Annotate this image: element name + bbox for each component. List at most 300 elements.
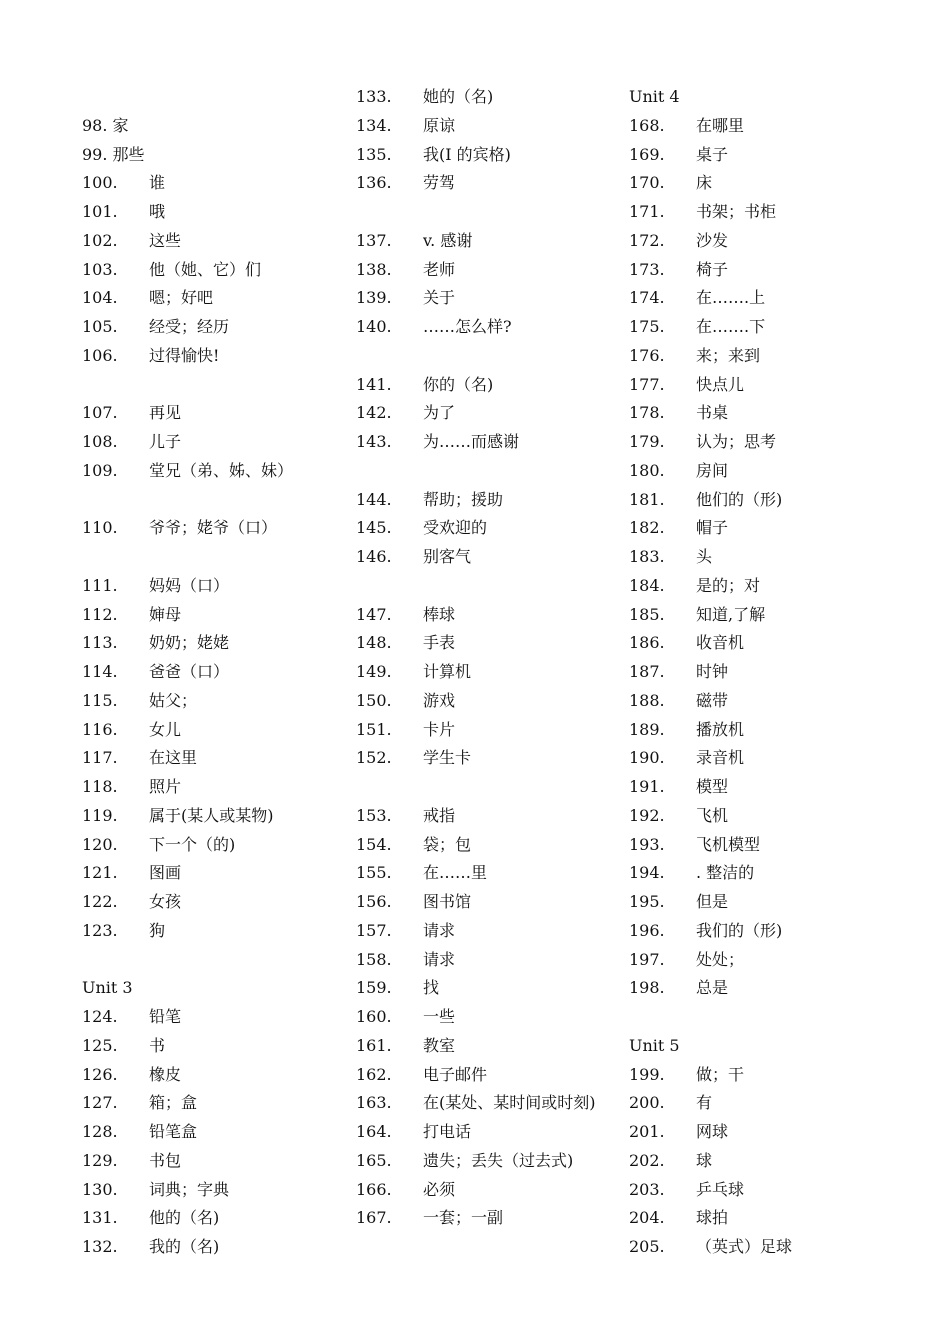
entry-meaning: 在哪里	[696, 115, 745, 135]
vocab-entry	[356, 428, 616, 457]
entry-number: 173.	[629, 259, 665, 279]
entry-number: 184.	[629, 575, 665, 595]
entry-number: 127.	[82, 1093, 118, 1113]
blank-line	[356, 773, 616, 802]
entry-meaning: 我们的（形)	[696, 920, 783, 940]
entry-meaning: 词典；字典	[149, 1179, 230, 1199]
entry-number: 136.	[356, 173, 392, 193]
vocab-entry	[629, 773, 929, 802]
entry-full-text: 99. 那些	[82, 144, 145, 164]
entry-meaning: 关于	[423, 288, 456, 308]
vocab-entry	[629, 1089, 929, 1118]
entry-number: 200.	[629, 1093, 665, 1113]
vocab-entry	[629, 1176, 929, 1205]
entry-number: 121.	[82, 863, 118, 883]
vocab-entry	[629, 658, 929, 687]
column-3	[629, 83, 929, 1262]
entry-meaning: 处处；	[696, 949, 745, 969]
entry-meaning: 书	[149, 1035, 166, 1055]
vocab-entry	[356, 802, 616, 831]
vocab-entry	[629, 946, 929, 975]
entry-number: 163.	[356, 1093, 392, 1113]
entry-number: 182.	[629, 518, 665, 538]
entry-meaning: 游戏	[423, 690, 456, 710]
entry-number: 178.	[629, 403, 665, 423]
entry-number: 168.	[629, 115, 665, 135]
entry-number: 199.	[629, 1064, 665, 1084]
entry-meaning: 计算机	[423, 662, 472, 681]
entry-full-text: Unit 5	[629, 1035, 680, 1055]
entry-meaning: 椅子	[696, 259, 729, 279]
entry-meaning: v. 感谢	[423, 230, 473, 250]
column-2	[356, 83, 616, 1233]
vocab-entry	[356, 514, 616, 543]
entry-meaning: 他（她、它）们	[149, 259, 262, 279]
entry-number: 170.	[629, 173, 665, 193]
vocab-entry	[356, 687, 616, 716]
entry-meaning: 录音机	[696, 748, 745, 768]
entry-meaning: 爸爸（口）	[149, 662, 230, 681]
entry-meaning: 女孩	[149, 892, 182, 911]
entry-meaning: 请求	[423, 920, 456, 940]
entry-meaning: 别客气	[423, 547, 472, 566]
entry-meaning: 箱；盒	[149, 1093, 198, 1113]
entry-meaning: 必须	[423, 1179, 456, 1199]
entry-meaning: 儿子	[149, 432, 182, 451]
entry-number: 116.	[82, 719, 118, 739]
vocab-entry	[356, 917, 616, 946]
vocab-entry	[356, 83, 616, 112]
vocab-entry	[356, 486, 616, 515]
blank-line	[82, 946, 342, 975]
entry-number: 123.	[82, 920, 118, 940]
entry-number: 174.	[629, 288, 665, 308]
entry-meaning: 这些	[149, 230, 182, 250]
vocab-entry	[356, 1204, 616, 1233]
vocab-entry	[629, 514, 929, 543]
entry-meaning: 帮助；援助	[423, 489, 504, 509]
entry-number: 151.	[356, 719, 392, 739]
entry-number: 195.	[629, 892, 665, 911]
entry-meaning: 经受；经历	[149, 317, 230, 336]
entry-number: 159.	[356, 978, 392, 998]
vocab-entry	[629, 1204, 929, 1233]
entry-full-text: Unit 3	[82, 978, 133, 998]
entry-number: 139.	[356, 288, 392, 308]
entry-number: 132.	[82, 1237, 118, 1256]
entry-meaning: 认为；思考	[696, 432, 777, 451]
entry-meaning: 桌子	[696, 144, 729, 164]
entry-number: 149.	[356, 662, 392, 681]
vocab-entry	[82, 888, 342, 917]
vocab-entry	[82, 601, 342, 630]
vocab-entry	[82, 514, 342, 543]
vocab-entry	[82, 1204, 342, 1233]
entry-meaning: 为了	[423, 403, 456, 423]
vocab-entry	[629, 284, 929, 313]
vocab-entry	[356, 658, 616, 687]
entry-meaning: 在(某处、某时间或时刻)	[423, 1093, 596, 1113]
unit-heading	[629, 1032, 929, 1061]
entry-number: 133.	[356, 87, 392, 106]
vocab-entry	[629, 1147, 929, 1176]
entry-number: 155.	[356, 863, 392, 883]
entry-meaning: 教室	[423, 1035, 456, 1055]
entry-meaning: 房间	[696, 460, 729, 480]
entry-meaning: 球拍	[696, 1208, 729, 1228]
entry-number: 156.	[356, 892, 392, 911]
entry-number: 190.	[629, 748, 665, 768]
entry-meaning: 原谅	[423, 115, 456, 135]
vocab-entry	[82, 1089, 342, 1118]
entry-number: 115.	[82, 690, 118, 710]
entry-number: 172.	[629, 230, 665, 250]
entry-number: 191.	[629, 777, 665, 796]
entry-number: 154.	[356, 834, 392, 854]
vocab-entry	[82, 572, 342, 601]
vocab-entry	[356, 974, 616, 1003]
entry-meaning: 请求	[423, 949, 456, 969]
entry-meaning: 哦	[149, 202, 166, 221]
vocab-entry	[629, 802, 929, 831]
entry-number: 179.	[629, 432, 665, 451]
entry-number: 130.	[82, 1179, 118, 1199]
entry-full-text: Unit 4	[629, 87, 680, 106]
vocab-entry	[629, 744, 929, 773]
entry-number: 101.	[82, 202, 118, 221]
entry-meaning: 播放机	[696, 719, 745, 739]
entry-number: 103.	[82, 259, 118, 279]
entry-number: 109.	[82, 460, 118, 480]
entry-meaning: 做；干	[696, 1064, 745, 1084]
entry-meaning: 球	[696, 1150, 713, 1170]
vocab-entry	[82, 399, 342, 428]
vocab-entry	[356, 371, 616, 400]
entry-number: 131.	[82, 1208, 118, 1228]
entry-meaning: 橡皮	[149, 1064, 182, 1084]
entry-number: 186.	[629, 633, 665, 653]
entry-meaning: 他们的（形)	[696, 489, 783, 509]
entry-meaning: 女儿	[149, 719, 182, 739]
entry-meaning: 我的（名)	[149, 1237, 220, 1256]
entry-meaning: 头	[696, 547, 713, 566]
vocab-entry	[356, 1032, 616, 1061]
blank-line	[82, 543, 342, 572]
entry-number: 158.	[356, 949, 392, 969]
vocab-entry	[82, 1176, 342, 1205]
entry-number: 167.	[356, 1208, 392, 1228]
vocab-entry	[82, 1061, 342, 1090]
vocab-entry	[356, 141, 616, 170]
entry-meaning: 书桌	[696, 403, 729, 423]
vocab-entry	[82, 313, 342, 342]
entry-meaning: 总是	[696, 978, 729, 998]
vocab-entry	[629, 371, 929, 400]
vocab-entry	[356, 888, 616, 917]
vocab-entry	[629, 888, 929, 917]
entry-meaning: 过得愉快!	[149, 345, 220, 365]
vocab-entry	[629, 1233, 929, 1262]
vocab-entry	[82, 141, 342, 170]
entry-number: 105.	[82, 317, 118, 336]
entry-meaning: 奶奶；姥姥	[149, 633, 230, 653]
entry-meaning: 但是	[696, 892, 729, 911]
entry-number: 142.	[356, 403, 392, 423]
vocab-entry	[82, 687, 342, 716]
entry-number: 126.	[82, 1064, 118, 1084]
entry-meaning: 遗失；丢失（过去式)	[423, 1150, 574, 1170]
entry-number: 164.	[356, 1122, 392, 1141]
entry-meaning: 乒乓球	[696, 1179, 745, 1199]
vocab-entry	[629, 974, 929, 1003]
vocab-entry	[629, 486, 929, 515]
vocab-entry	[82, 716, 342, 745]
blank-line	[82, 83, 342, 112]
entry-meaning: 在…….下	[696, 317, 766, 336]
vocab-entry	[629, 917, 929, 946]
entry-number: 110.	[82, 518, 118, 538]
entry-meaning: 袋；包	[423, 834, 472, 854]
vocab-entry	[629, 428, 929, 457]
entry-meaning: 模型	[696, 777, 729, 796]
entry-meaning: 受欢迎的	[423, 518, 488, 538]
entry-number: 107.	[82, 403, 118, 423]
vocab-entry	[356, 543, 616, 572]
entry-number: 118.	[82, 777, 118, 796]
entry-number: 201.	[629, 1122, 665, 1141]
entry-number: 203.	[629, 1179, 665, 1199]
vocab-entry	[82, 917, 342, 946]
vocab-entry	[356, 1003, 616, 1032]
entry-meaning: 我(I 的宾格)	[423, 144, 511, 164]
entry-number: 143.	[356, 432, 392, 451]
blank-line	[356, 342, 616, 371]
entry-number: 192.	[629, 805, 665, 825]
entry-meaning: 沙发	[696, 230, 729, 250]
entry-number: 176.	[629, 345, 665, 365]
vocab-entry	[82, 831, 342, 860]
vocab-entry	[629, 256, 929, 285]
vocab-entry	[82, 1147, 342, 1176]
vocab-entry	[82, 112, 342, 141]
entry-number: 119.	[82, 805, 118, 825]
vocab-entry	[356, 831, 616, 860]
entry-number: 194.	[629, 863, 665, 883]
entry-meaning: 书包	[149, 1150, 182, 1170]
entry-meaning: 为……而感谢	[423, 432, 520, 451]
vocab-entry	[629, 831, 929, 860]
entry-meaning: 属于(某人或某物)	[149, 805, 274, 825]
blank-line	[356, 572, 616, 601]
entry-number: 175.	[629, 317, 665, 336]
entry-meaning: 老师	[423, 259, 456, 279]
vocab-entry	[629, 227, 929, 256]
vocab-entry	[82, 773, 342, 802]
vocab-entry	[356, 744, 616, 773]
vocab-entry	[82, 1118, 342, 1147]
vocab-entry	[356, 112, 616, 141]
entry-meaning: 来；来到	[696, 345, 761, 365]
entry-number: 128.	[82, 1122, 118, 1141]
entry-meaning: 打电话	[423, 1122, 472, 1141]
entry-number: 165.	[356, 1150, 392, 1170]
entry-meaning: 网球	[696, 1122, 729, 1141]
entry-meaning: 一套；一副	[423, 1208, 504, 1228]
entry-number: 114.	[82, 662, 118, 681]
entry-number: 148.	[356, 633, 392, 653]
vocab-entry	[356, 859, 616, 888]
vocab-entry	[82, 1233, 342, 1262]
vocab-entry	[82, 457, 342, 486]
entry-number: 204.	[629, 1208, 665, 1228]
entry-meaning: 书架；书柜	[696, 202, 777, 221]
entry-number: 122.	[82, 892, 118, 911]
vocab-entry	[356, 399, 616, 428]
entry-meaning: 有	[696, 1093, 713, 1113]
entry-meaning: 她的（名)	[423, 87, 494, 106]
entry-number: 150.	[356, 690, 392, 710]
entry-number: 145.	[356, 518, 392, 538]
vocab-entry	[82, 658, 342, 687]
vocab-entry	[82, 284, 342, 313]
blank-line	[356, 198, 616, 227]
entry-meaning: 戒指	[423, 805, 456, 825]
unit-heading	[82, 974, 342, 1003]
entry-number: 146.	[356, 547, 392, 566]
entry-meaning: 姑父；	[149, 690, 198, 710]
entry-number: 113.	[82, 633, 118, 653]
entry-meaning: 磁带	[696, 690, 729, 710]
vocab-entry	[629, 572, 929, 601]
vocab-entry	[629, 859, 929, 888]
vocab-entry	[82, 342, 342, 371]
entry-number: 108.	[82, 432, 118, 451]
entry-number: 160.	[356, 1007, 392, 1026]
entry-meaning: 婶母	[149, 604, 182, 624]
entry-meaning: 棒球	[423, 604, 456, 624]
vocab-entry	[82, 227, 342, 256]
entry-number: 140.	[356, 317, 392, 336]
vocab-entry	[629, 198, 929, 227]
entry-number: 189.	[629, 719, 665, 739]
entry-meaning: ……怎么样?	[423, 317, 512, 336]
entry-meaning: 妈妈（口）	[149, 575, 230, 595]
entry-number: 188.	[629, 690, 665, 710]
vocab-entry	[356, 629, 616, 658]
entry-number: 187.	[629, 662, 665, 681]
entry-number: 129.	[82, 1150, 118, 1170]
vocab-entry	[629, 687, 929, 716]
entry-meaning: 收音机	[696, 633, 745, 653]
entry-meaning: 在这里	[149, 748, 198, 768]
blank-line	[82, 486, 342, 515]
entry-number: 117.	[82, 748, 118, 768]
vocab-entry	[629, 1118, 929, 1147]
entry-number: 141.	[356, 374, 392, 394]
vocab-entry	[356, 1176, 616, 1205]
entry-number: 181.	[629, 489, 665, 509]
vocab-entry	[629, 112, 929, 141]
entry-meaning: 飞机	[696, 805, 729, 825]
entry-number: 157.	[356, 920, 392, 940]
vocab-entry	[629, 543, 929, 572]
entry-number: 162.	[356, 1064, 392, 1084]
entry-meaning: 一些	[423, 1007, 456, 1026]
entry-number: 196.	[629, 920, 665, 940]
vocab-entry	[356, 601, 616, 630]
entry-number: 134.	[356, 115, 392, 135]
entry-meaning: 找	[423, 978, 440, 998]
vocab-entry	[82, 744, 342, 773]
entry-number: 120.	[82, 834, 118, 854]
entry-meaning: 狗	[149, 920, 166, 940]
entry-number: 197.	[629, 949, 665, 969]
entry-meaning: 堂兄（弟、姊、妹）	[149, 460, 294, 480]
vocab-entry	[82, 1032, 342, 1061]
entry-meaning: 快点儿	[696, 374, 745, 394]
entry-number: 169.	[629, 144, 665, 164]
entry-number: 147.	[356, 604, 392, 624]
entry-number: 152.	[356, 748, 392, 768]
entry-number: 202.	[629, 1150, 665, 1170]
vocab-entry	[629, 169, 929, 198]
vocab-entry	[356, 256, 616, 285]
vocab-entry	[356, 1061, 616, 1090]
entry-number: 102.	[82, 230, 118, 250]
column-1	[82, 83, 342, 1262]
vocab-entry	[629, 629, 929, 658]
entry-number: 125.	[82, 1035, 118, 1055]
vocab-entry	[356, 284, 616, 313]
vocab-entry	[82, 859, 342, 888]
entry-full-text: 98. 家	[82, 115, 129, 135]
entry-number: 144.	[356, 489, 392, 509]
entry-meaning: 电子邮件	[423, 1064, 488, 1084]
vocab-entry	[629, 457, 929, 486]
entry-meaning: 时钟	[696, 662, 729, 681]
entry-number: 183.	[629, 547, 665, 566]
entry-number: 177.	[629, 374, 665, 394]
vocab-entry	[82, 169, 342, 198]
vocab-entry	[82, 802, 342, 831]
vocab-entry	[356, 1089, 616, 1118]
entry-meaning: 学生卡	[423, 748, 472, 768]
entry-number: 104.	[82, 288, 118, 308]
entry-meaning: 图画	[149, 863, 182, 883]
vocab-entry	[356, 946, 616, 975]
vocab-entry	[629, 141, 929, 170]
entry-number: 137.	[356, 230, 392, 250]
vocab-entry	[629, 1061, 929, 1090]
vocab-entry	[356, 1118, 616, 1147]
entry-meaning: 帽子	[696, 518, 729, 538]
entry-meaning: 知道,了解	[696, 604, 766, 624]
entry-number: 153.	[356, 805, 392, 825]
vocab-entry	[356, 227, 616, 256]
entry-meaning: . 整洁的	[696, 863, 755, 883]
entry-meaning: 手表	[423, 633, 456, 653]
vocab-entry	[356, 313, 616, 342]
entry-number: 106.	[82, 345, 118, 365]
entry-meaning: 谁	[149, 173, 166, 193]
entry-number: 171.	[629, 202, 665, 221]
vocab-entry	[629, 399, 929, 428]
entry-number: 112.	[82, 604, 118, 624]
entry-meaning: 卡片	[423, 719, 456, 739]
vocab-entry	[82, 198, 342, 227]
vocab-entry	[356, 1147, 616, 1176]
entry-meaning: 是的；对	[696, 575, 761, 595]
